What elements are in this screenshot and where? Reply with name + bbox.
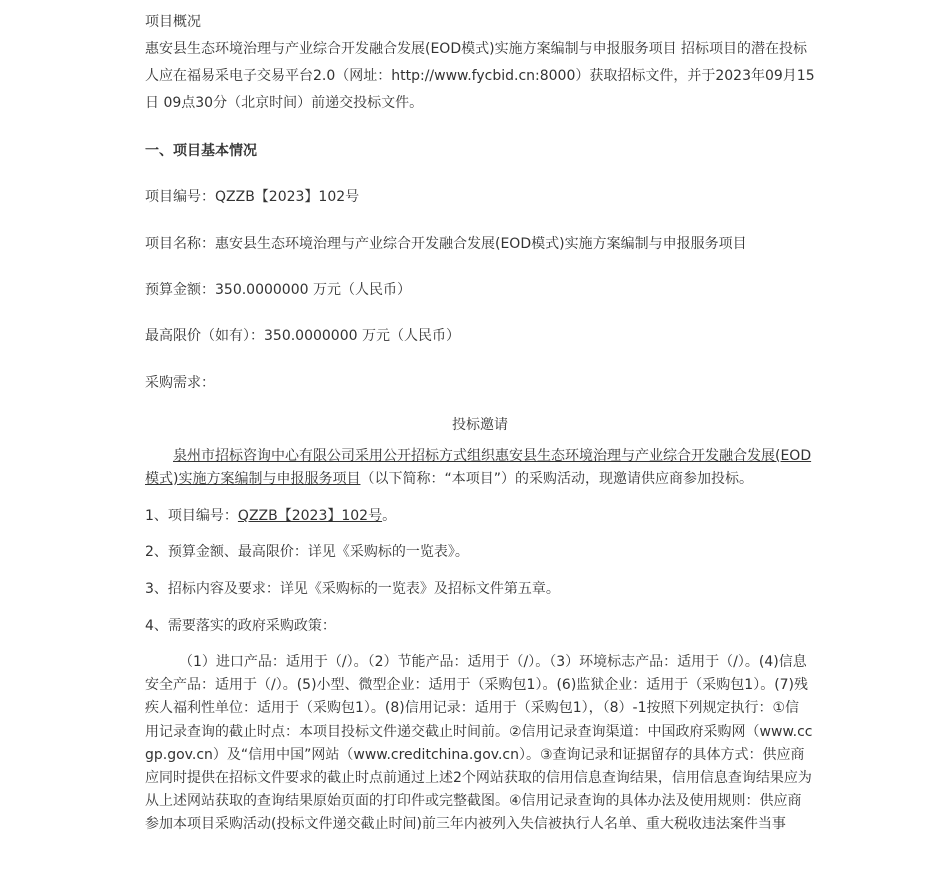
project-name: 项目名称：惠安县生态环境治理与产业综合开发融合发展(EOD模式)实施方案编制与申报服务项目	[145, 236, 747, 252]
budget-amount: 预算金额：350.0000000 万元（人民币）	[145, 282, 411, 298]
overview-body: 惠安县生态环境治理与产业综合开发融合发展(EOD模式)实施方案编制与申报服务项目 招标项目的潜在投标人应在福易采电子交易平台2.0（网址：http://www.fycbid.cn:8000）获取招标文件，并于2023年09月15日 09点30分（北京时间）前递交投标文件。	[145, 41, 815, 111]
item-policy-heading: 4、需要落实的政府采购政策：	[145, 618, 336, 634]
policy-paragraph: （1）进口产品：适用于（/）。（2）节能产品：适用于（/）。（3）环境标志产品：适用于（/）。(4)信息安全产品：适用于（/）。(5)小型、微型企业：适用于（采购包1）。(6)监狱企业：适用于（采购包1）。(7)残疾人福利性单位：适用于（采购包1）。(8)信用记录：适用于（采购包1），（8）-1按照下列规定执行：①信用记录查询的截止时点：本项目投标文件递交截止时间前。②信用记录查询渠道：中国政府采购网（www.ccgp.gov.cn）及“信用中国”网站（www.creditchina.gov.cn）。③查询记录和证据留存的具体方式：供应商应同时提供在招标文件要求的截止时点前通过上述2个网站获取的信用信息查询结果，信用信息查询结果应为从上述网站获取的查询结果原始页面的打印件或完整截图。④信用记录查询的具体办法及使用规则：供应商参加本项目采购活动(投标文件递交截止时间)前三年内被列入失信被执行人名单、重大税收违法案件当事	[145, 654, 813, 833]
item1-suffix: 。	[382, 508, 397, 524]
invitation-agency-text: 泉州市招标咨询中心有限公司采用公开招标方式组织惠安县生态环境治理与产业综合开发融合发展(EOD模式)实施方案编制与申报服务项目	[145, 448, 812, 487]
item-project-number	[145, 506, 396, 526]
invitation-suffix: （以下简称：“本项目”）的采购活动，现邀请供应商参加投标。	[360, 471, 753, 487]
procurement-demand-label: 采购需求：	[145, 375, 215, 391]
overview-label: 项目概况	[145, 14, 201, 30]
item1-project-number-value: QZZB【2023】102号	[237, 508, 383, 524]
item1-prefix: 1、项目编号：	[145, 508, 238, 524]
item-content-requirements: 3、招标内容及要求：详见《采购标的一览表》及招标文件第五章。	[145, 581, 560, 597]
invitation-title: 投标邀请	[452, 417, 508, 433]
max-price: 最高限价（如有）：350.0000000 万元（人民币）	[145, 328, 460, 344]
invitation-paragraph	[145, 445, 813, 491]
section-title-basic-info: 一、项目基本情况	[145, 143, 257, 159]
item-budget-limit: 2、预算金额、最高限价：详见《采购标的一览表》。	[145, 544, 469, 560]
project-number: 项目编号：QZZB【2023】102号	[145, 189, 360, 205]
